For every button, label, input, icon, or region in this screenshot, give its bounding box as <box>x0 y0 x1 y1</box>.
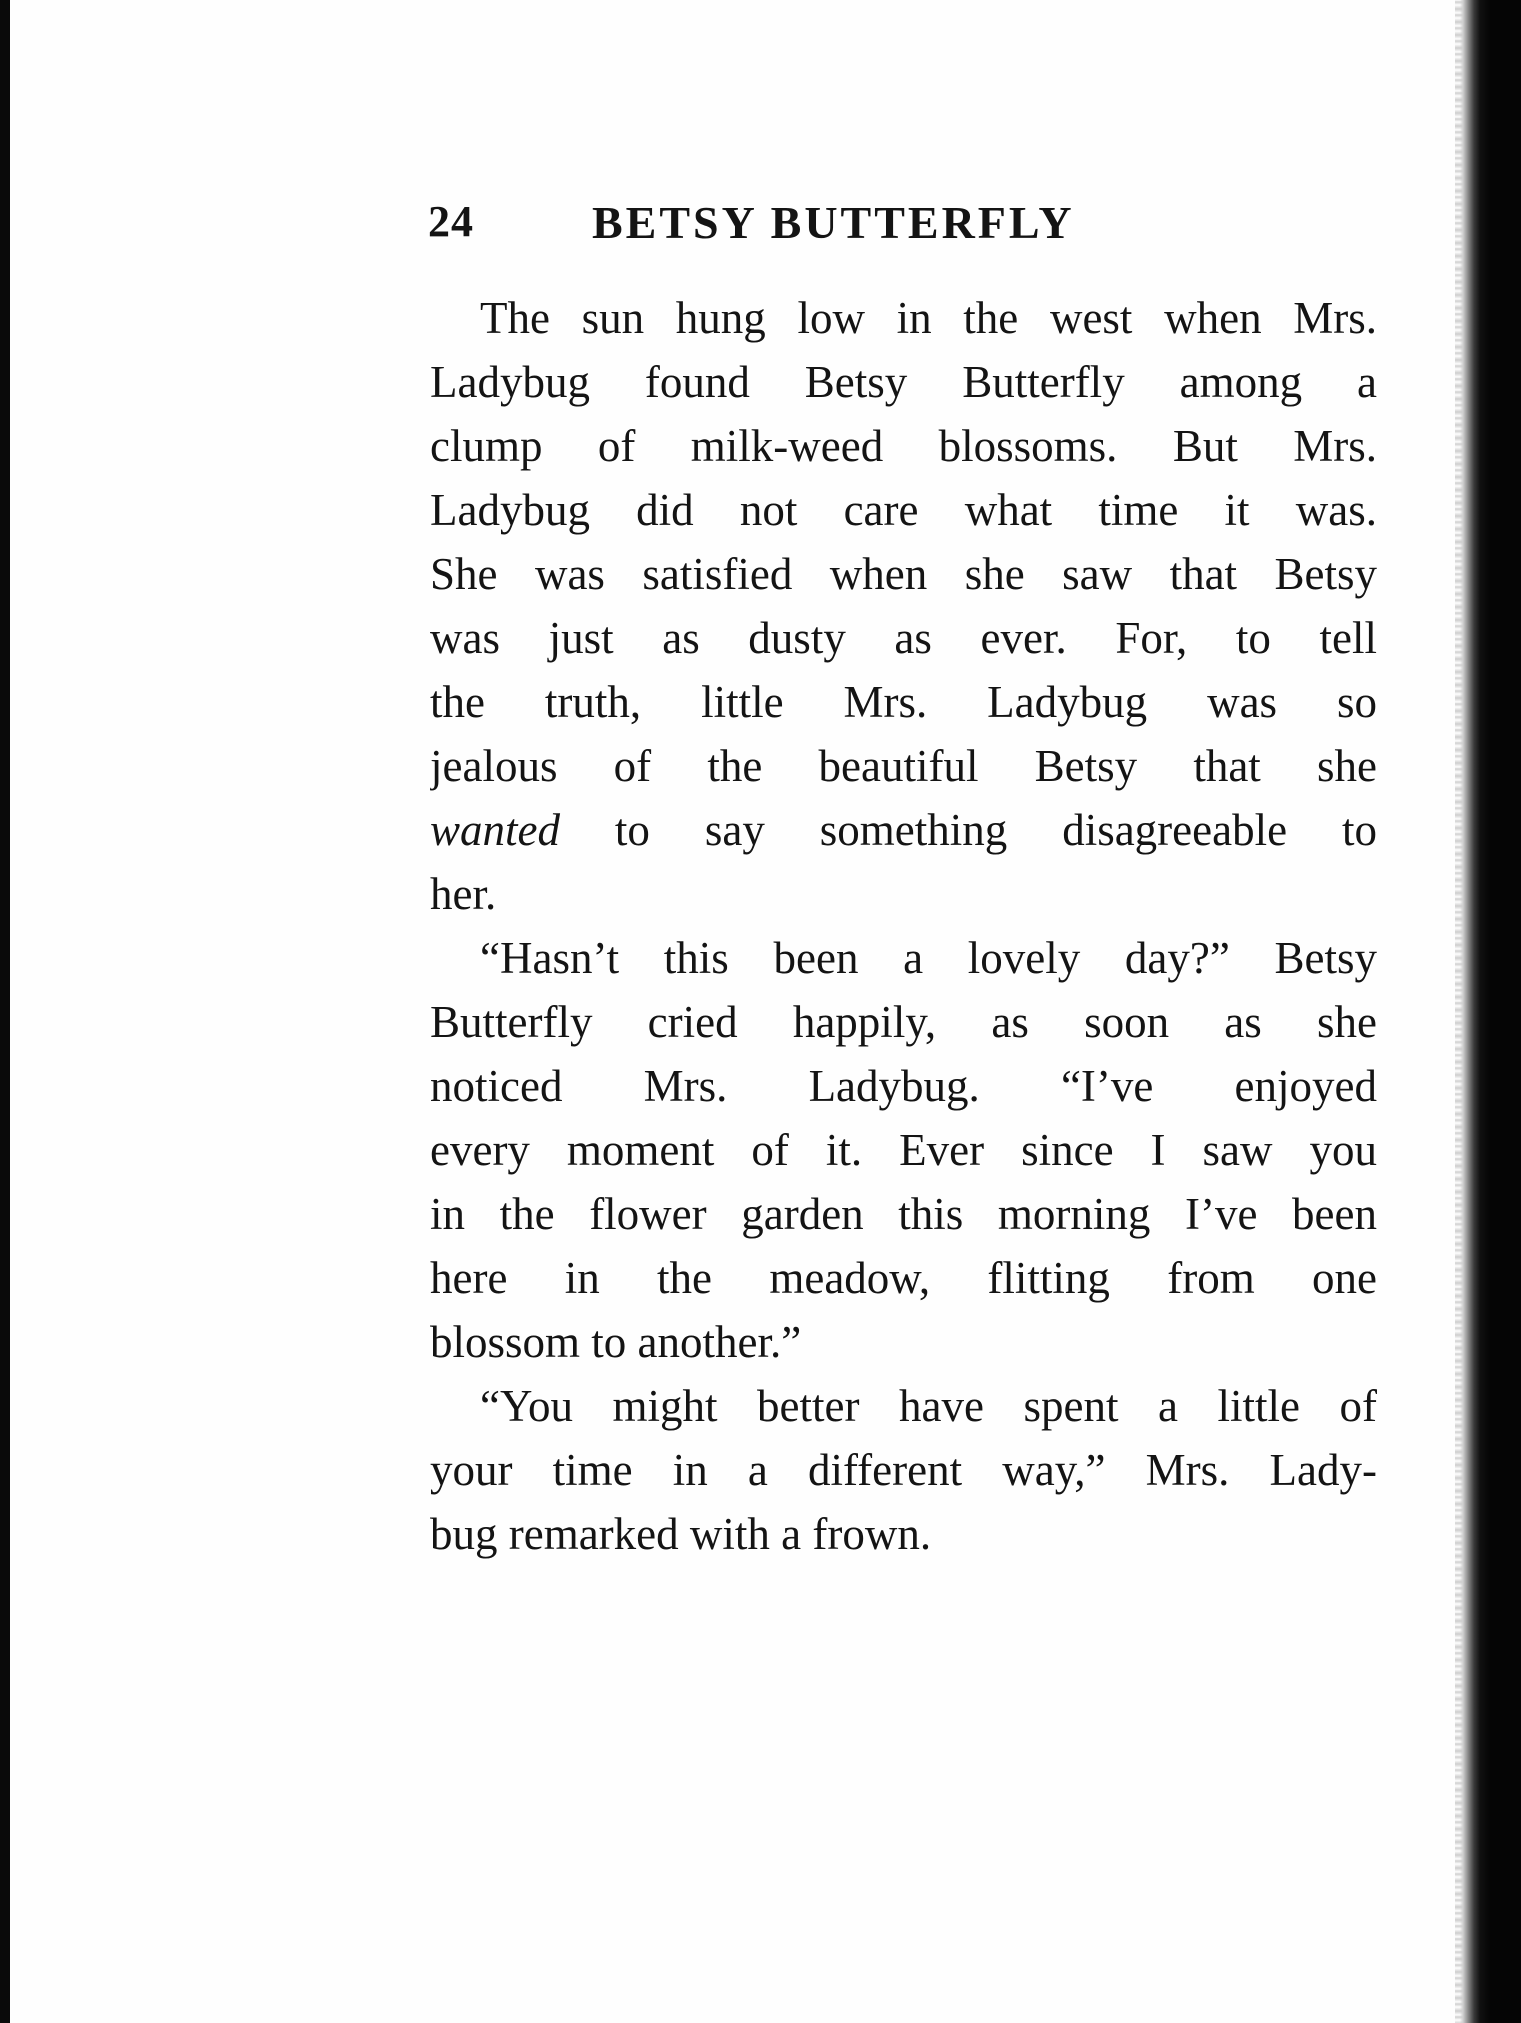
paragraph-1 <box>430 286 1377 926</box>
text-line: The sun hung low in the west when Mrs. <box>480 293 1377 343</box>
text-line-with-italic <box>430 798 1377 862</box>
text-line: the truth, little Mrs. Ladybug was so <box>430 677 1377 727</box>
text-line: blossom to another.” <box>430 1317 802 1367</box>
left-page-edge-shadow <box>0 0 10 2023</box>
text-line: jealous of the beautiful Betsy that she <box>430 741 1377 791</box>
page-header <box>428 196 1228 256</box>
text-line: every moment of it. Ever since I saw you <box>430 1125 1377 1175</box>
text-line: in the flower garden this morning I’ve been <box>430 1189 1377 1239</box>
body-text <box>430 286 1377 1566</box>
text-line: was just as dusty as ever. For, to tell <box>430 613 1377 663</box>
text-line: Ladybug found Betsy Butterfly among a <box>430 357 1377 407</box>
italic-word: wanted <box>430 805 560 855</box>
text-line-rest: to say something disagreeable to <box>560 805 1377 855</box>
text-line: Butterfly cried happily, as soon as she <box>430 997 1377 1047</box>
text-line: clump of milk-weed blossoms. But Mrs. <box>430 421 1377 471</box>
text-line: here in the meadow, flitting from one <box>430 1253 1377 1303</box>
text-line: She was satisfied when she saw that Betsy <box>430 549 1377 599</box>
paragraph-2 <box>430 926 1377 1374</box>
text-line: her. <box>430 869 497 919</box>
text-line: “Hasn’t this been a lovely day?” Betsy <box>480 933 1377 983</box>
right-page-edge-shadow <box>1460 0 1521 2023</box>
text-line: “You might better have spent a little of <box>480 1381 1377 1431</box>
paragraph-3 <box>430 1374 1377 1566</box>
running-title: BETSY BUTTERFLY <box>592 197 1075 248</box>
page-number: 24 <box>428 197 474 246</box>
text-line: bug remarked with a frown. <box>430 1509 932 1559</box>
text-line: noticed Mrs. Ladybug. “I’ve enjoyed <box>430 1061 1377 1111</box>
text-line: your time in a different way,” Mrs. Lady- <box>430 1445 1377 1495</box>
text-line: Ladybug did not care what time it was. <box>430 485 1377 535</box>
